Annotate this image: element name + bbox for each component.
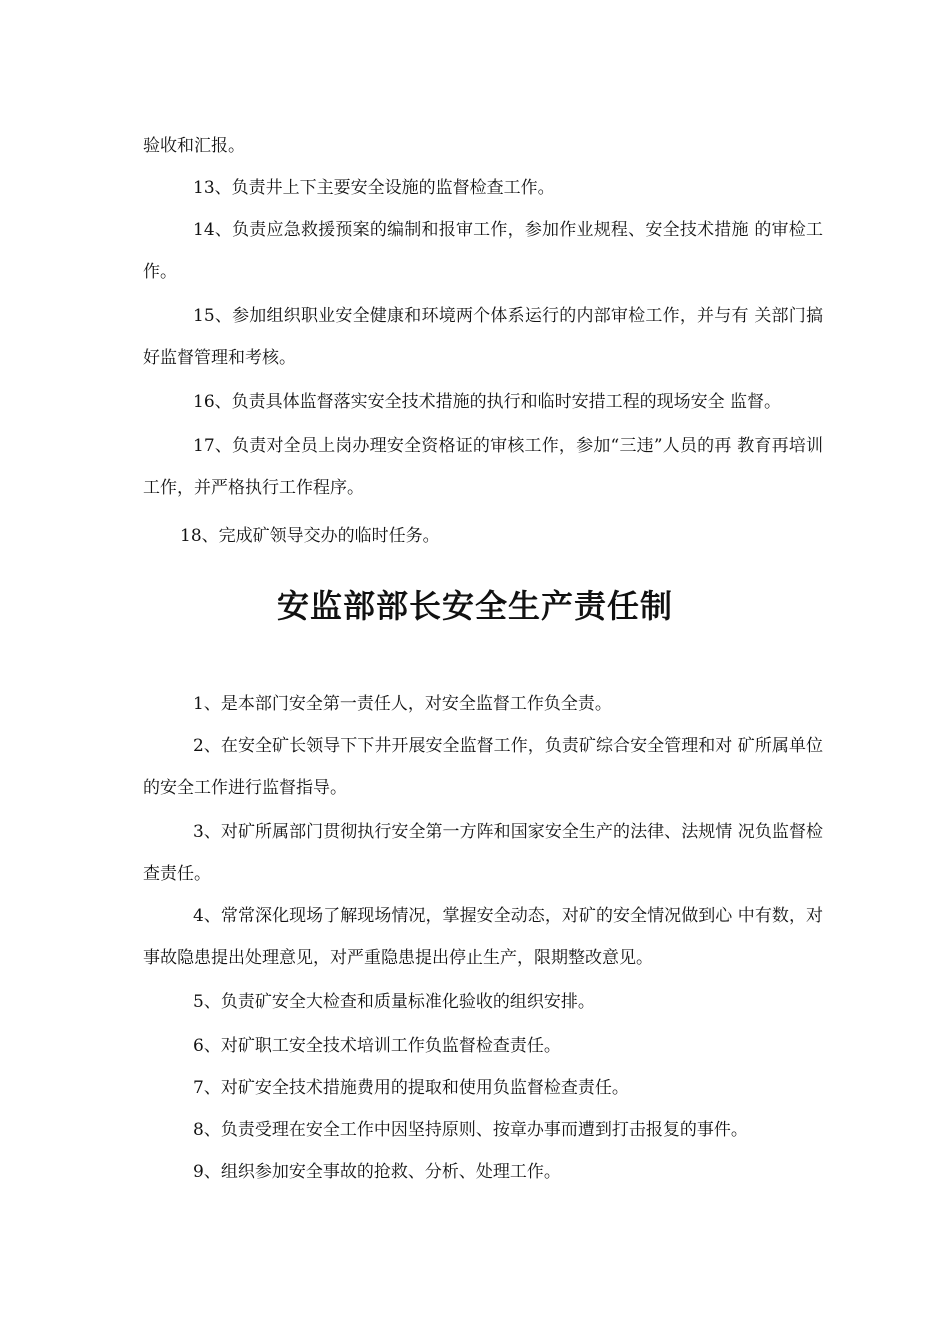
paragraph-item-9: 9、组织参加安全事故的抢救、分析、处理工作。 bbox=[193, 1162, 561, 1182]
paragraph-item-3: 3、对矿所属部门贯彻执行安全第一方阵和国家安全生产的法律、法规情 况负监督检查责任。 bbox=[143, 822, 823, 884]
paragraph-item-5: 5、负责矿安全大检查和质量标准化验收的组织安排。 bbox=[193, 992, 595, 1012]
paragraph-item-14: 14、负责应急救援预案的编制和报审工作，参加作业规程、安全技术措施 的审检工作。 bbox=[143, 220, 823, 282]
paragraph-item-1: 1、是本部门安全第一责任人，对安全监督工作负全责。 bbox=[193, 694, 612, 714]
paragraph-item-17: 17、负责对全员上岗办理安全资格证的审核工作，参加“三违”人员的再 教育再培训工作，并严格执行工作程序。 bbox=[143, 436, 823, 498]
paragraph-item-13: 13、负责井上下主要安全设施的监督检查工作。 bbox=[193, 178, 555, 198]
paragraph-item-18: 18、完成矿领导交办的临时任务。 bbox=[180, 526, 440, 546]
paragraph-item-15: 15、参加组织职业安全健康和环境两个体系运行的内部审检工作，并与有 关部门搞好监督管理和考核。 bbox=[143, 306, 823, 368]
paragraph-item-8: 8、负责受理在安全工作中因坚持原则、按章办事而遭到打击报复的事件。 bbox=[193, 1120, 748, 1140]
paragraph-item-2: 2、在安全矿长领导下下井开展安全监督工作，负责矿综合安全管理和对 矿所属单位的安全工作进行监督指导。 bbox=[143, 736, 823, 798]
paragraph-item-16: 16、负责具体监督落实安全技术措施的执行和临时安措工程的现场安全 监督。 bbox=[193, 392, 782, 412]
paragraph-item-4: 4、常常深化现场了解现场情况，掌握安全动态，对矿的安全情况做到心 中有数，对事故隐患提出处理意见，对严重隐患提出停止生产，限期整改意见。 bbox=[143, 906, 823, 968]
paragraph-item-7: 7、对矿安全技术措施费用的提取和使用负监督检查责任。 bbox=[193, 1078, 629, 1098]
section-title: 安监部部长安全生产责任制 bbox=[276, 587, 673, 625]
paragraph-continuation: 验收和汇报。 bbox=[143, 136, 245, 156]
paragraph-item-6: 6、对矿职工安全技术培训工作负监督检查责任。 bbox=[193, 1036, 561, 1056]
